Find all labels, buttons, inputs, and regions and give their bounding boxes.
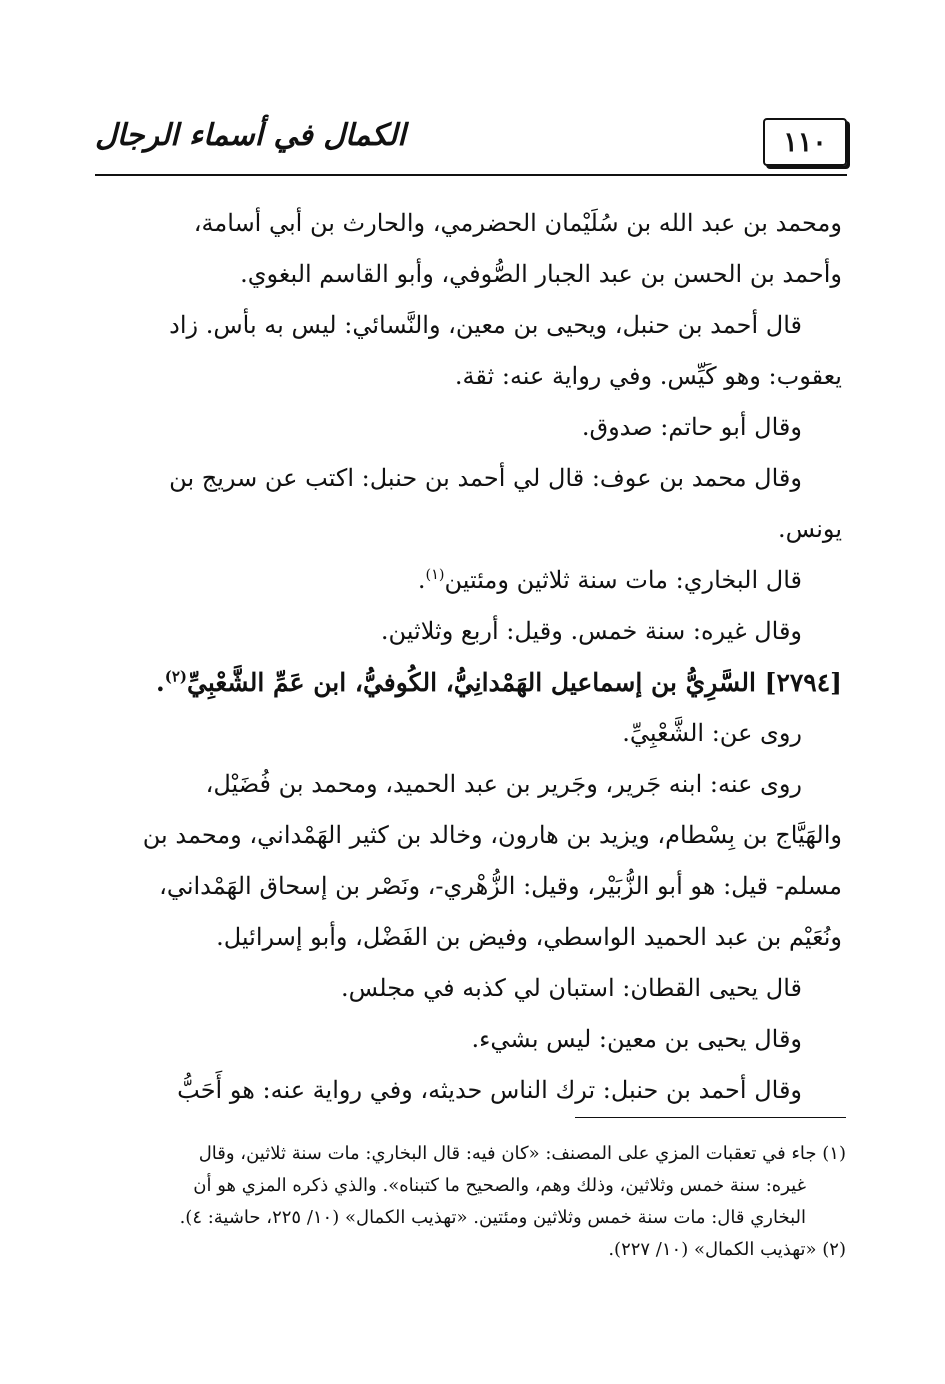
book-title: الكمال في أسماء الرجال: [95, 118, 406, 153]
text-line: روى عن: الشَّعْبِيِّ.: [622, 719, 802, 747]
text-line: يعقوب: وهو كَيِّس. وفي رواية عنه: ثقة.: [454, 362, 842, 390]
entry-heading-text: [٢٧٩٤] السَّرِيُّ بن إسماعيل الهَمْدانِيُّ، الكُوفيُّ، ابن عَمِّ الشَّعْبِيِّ: [186, 668, 842, 697]
line-end: .: [417, 566, 426, 594]
footnote-rule: [575, 1117, 846, 1118]
footnote-line: البخاري قال: مات سنة خمس وثلاثين ومئتين. «تهذيب الكمال» (١٠/ ٢٢٥، حاشية: ٤).: [179, 1207, 806, 1228]
text-line: يونس.: [778, 515, 842, 543]
text-line: مسلم- قيل: هو أبو الزُّبَيْر، وقيل: الزُّهْري-، ونَصْر بن إسحاق الهَمْداني،: [159, 872, 842, 900]
text-line: وقال يحيى بن معين: ليس بشيء.: [471, 1025, 802, 1053]
text-line: وقال غيره: سنة خمس. وقيل: أربع وثلاثين.: [380, 617, 802, 645]
text-line: وقال محمد بن عوف: قال لي أحمد بن حنبل: اكتب عن سريج بن: [169, 464, 802, 492]
text-line: قال أحمد بن حنبل، ويحيى بن معين، والنَّسائي: ليس به بأس. زاد: [169, 311, 802, 339]
footnote-line: (١) جاء في تعقبات المزي على المصنف: «كان فيه: قال البخاري: مات سنة ثلاثين، وقال: [198, 1143, 846, 1164]
text-line: وقال أبو حاتم: صدوق.: [581, 413, 802, 441]
text-line: والهَيَّاج بن بِسْطام، ويزيد بن هارون، وخالد بن كثير الهَمْداني، ومحمد بن: [142, 821, 842, 849]
text-line: وأحمد بن الحسن بن عبد الجبار الصُّوفي، وأبو القاسم البغوي.: [240, 260, 842, 288]
main-text: [103, 198, 842, 1116]
footnote-line: غيره: سنة خمس وثلاثين، وذلك وهم، والصحيح ما كتبناه». والذي ذكره المزي هو أن: [193, 1175, 806, 1196]
footnotes: [103, 1138, 846, 1266]
text-line: قال يحيى القطان: استبان لي كذبه في مجلس.: [341, 974, 802, 1002]
text-line: ونُعَيْم بن عبد الحميد الواسطي، وفيض بن الفَضْل، وأبو إسرائيل.: [216, 923, 842, 951]
footnote-ref[interactable]: (٢): [164, 667, 187, 686]
text-line: [103, 555, 842, 606]
footnote-line: (٢) «تهذيب الكمال» (١٠/ ٢٢٧).: [608, 1239, 846, 1260]
entry-heading: [103, 657, 842, 708]
text-line: روى عنه: ابنه جَرير، وجَرير بن عبد الحميد، ومحمد بن فُضَيْل،: [205, 770, 802, 798]
page-header: [95, 116, 847, 176]
footnote-ref[interactable]: (١): [425, 567, 445, 583]
header-rule: [95, 174, 847, 176]
text-line: ومحمد بن عبد الله بن سُلَيْمان الحضرمي، والحارث بن أبي أسامة،: [193, 209, 842, 237]
line-end: .: [155, 668, 165, 697]
bukhari-text: قال البخاري: مات سنة ثلاثين ومئتين: [444, 566, 802, 594]
text-line: وقال أحمد بن حنبل: ترك الناس حديثه، وفي رواية عنه: هو أَحَبُّ: [177, 1076, 802, 1104]
page-number: ١١٠: [763, 118, 847, 166]
